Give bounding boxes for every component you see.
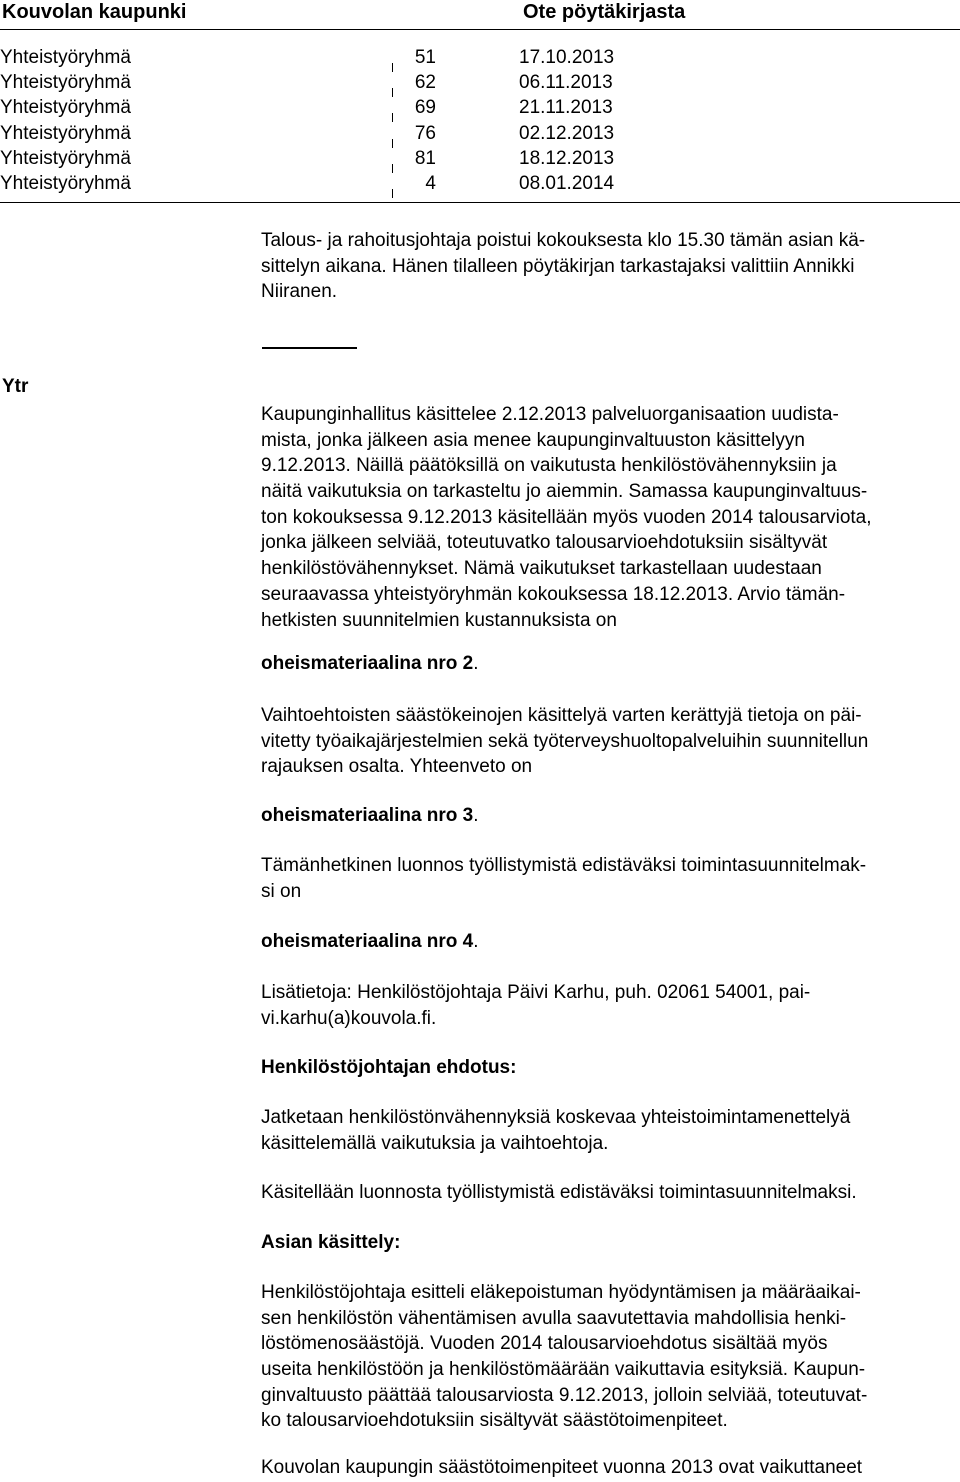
- attachment-2-label: oheismateriaalina nro 2: [261, 653, 474, 674]
- meeting-row: [0, 70, 960, 95]
- header-rule: [0, 29, 960, 30]
- text-line: käsittelemällä vaikutuksia ja vaihtoehtoja.: [261, 1132, 609, 1154]
- text-line: sittelyn aikana. Hänen tilalleen pöytäkirjan tarkastajaksi valittiin Annikki: [261, 255, 855, 277]
- text-line: ton kokouksessa 9.12.2013 käsitellään myös vuoden 2014 talousarviota,: [261, 506, 872, 528]
- final-line: Kouvolan kaupungin säästötoimenpiteet vuonna 2013 ovat vaikuttaneet: [261, 1457, 863, 1478]
- meeting-date: 21.11.2013: [519, 97, 613, 119]
- organization-name: Kouvolan kaupunki: [2, 1, 187, 23]
- text-line: näitä vaikutuksia on tarkasteltu jo aiemmin. Samassa kaupunginvaltuus-: [261, 481, 868, 503]
- meeting-date: 06.11.2013: [519, 72, 613, 94]
- attachment-4-label: oheismateriaalina nro 4: [261, 931, 474, 952]
- handling-text: [261, 1280, 960, 1434]
- recusal-note: [261, 228, 960, 305]
- text-line: Käsitellään luonnosta työllistymistä edistäväksi toimintasuunnitelmaksi.: [261, 1182, 857, 1203]
- meeting-body: Yhteistyöryhmä: [0, 122, 131, 144]
- meeting-row: [0, 146, 960, 171]
- section-tick: [392, 139, 393, 148]
- text-line: si on: [261, 880, 302, 902]
- text-line: Tämänhetkinen luonnos työllistymistä edistäväksi toimintasuunnitelmak-: [261, 855, 867, 876]
- text-line: seuraavassa yhteistyöryhmän kokouksessa 18.12.2013. Arvio tämän-: [261, 583, 846, 605]
- text-line: useita henkilöstöön ja henkilöstömäärään vaikuttavia esityksiä. Kaupun-: [261, 1359, 866, 1381]
- text-line: löstömenosäästöjä. Vuoden 2014 talousarvioehdotus sisältää myös: [261, 1333, 828, 1355]
- text-line: Jatketaan henkilöstönvähennyksiä koskevaa yhteistoimintamenettelyä: [261, 1107, 851, 1128]
- text-line: hetkisten suunnitelmien kustannuksista on: [261, 609, 617, 631]
- text-line: 9.12.2013. Näillä päätöksillä on vaikutusta henkilöstövähennyksiin ja: [261, 455, 837, 477]
- section-tick: [392, 164, 393, 173]
- agenda-side-label: Ytr: [2, 376, 29, 397]
- attachment-2: [261, 651, 960, 677]
- background-paragraph: [261, 402, 960, 633]
- savings-paragraph: [261, 703, 960, 780]
- meeting-body: Yhteistyöryhmä: [0, 97, 131, 119]
- text-line: Kaupunginhallitus käsittelee 2.12.2013 palveluorganisaation uudista-: [261, 404, 839, 425]
- attachment-3-label: oheismateriaalina nro 3: [261, 805, 474, 826]
- meeting-date: 17.10.2013: [519, 47, 615, 68]
- meeting-date: 18.12.2013: [519, 147, 615, 169]
- meeting-row: [0, 95, 960, 120]
- document-type: Ote pöytäkirjasta: [523, 1, 686, 23]
- text-line: Henkilöstöjohtaja esitteli eläkepoistuman hyödyntämisen ja määräaikai-: [261, 1282, 861, 1303]
- text-line: mista, jonka jälkeen asia menee kaupunginvaltuuston käsittelyyn: [261, 429, 805, 451]
- meeting-section: 76: [414, 122, 436, 144]
- meeting-date: 08.01.2014: [519, 173, 615, 194]
- text-line: jonka jälkeen selviää, toteutuvatko talousarvioehdotuksiin sisältyvät: [261, 532, 828, 554]
- contact-info: [261, 980, 960, 1031]
- meeting-section: 69: [414, 97, 436, 119]
- text-line: vi.karhu(a)kouvola.fi.: [261, 1007, 437, 1029]
- proposal-text-1: [261, 1105, 960, 1156]
- meeting-section: 62: [414, 72, 436, 94]
- meeting-list-rule: [0, 202, 960, 203]
- text-line: ko talousarvioehdotuksiin sisältyvät säästötoimenpiteet.: [261, 1410, 728, 1432]
- handling-heading: Asian käsittely:: [261, 1232, 401, 1253]
- text-line: henkilöstövähennykset. Nämä vaikutukset tarkastellaan uudestaan: [261, 558, 822, 580]
- text-line: Vaihtoehtoisten säästökeinojen käsittelyä varten kerättyjä tietoja on päi-: [261, 705, 862, 726]
- meeting-date: 02.12.2013: [519, 122, 615, 144]
- attachment-4: [261, 929, 960, 955]
- meeting-row: [0, 121, 960, 146]
- text-line: ginvaltuusto päättää talousarviosta 9.12.2013, jolloin selviää, toteutuvat-: [261, 1384, 868, 1406]
- attachment-3: [261, 803, 960, 829]
- meeting-row: [0, 171, 960, 196]
- meeting-section: 4: [425, 173, 436, 194]
- attachment-2-period: .: [473, 653, 479, 674]
- proposal-text-2: [261, 1180, 960, 1206]
- meeting-section: 51: [414, 47, 436, 68]
- meeting-body: Yhteistyöryhmä: [0, 47, 131, 68]
- attachment-3-period: .: [473, 805, 479, 826]
- meeting-body: Yhteistyöryhmä: [0, 72, 131, 94]
- text-line: sen henkilöstön vähentämisen avulla saavutettavia mahdollisia henki-: [261, 1307, 847, 1329]
- employment-plan-paragraph: [261, 853, 960, 904]
- text-line: Niiranen.: [261, 281, 338, 303]
- meeting-section: 81: [414, 147, 436, 169]
- section-tick: [392, 113, 393, 122]
- text-line: Talous- ja rahoitusjohtaja poistui kokouksesta klo 15.30 tämän asian kä-: [261, 230, 866, 251]
- separator-line: [262, 347, 357, 349]
- text-line: rajauksen osalta. Yhteenveto on: [261, 756, 533, 778]
- meeting-body: Yhteistyöryhmä: [0, 147, 131, 169]
- text-line: Lisätietoja: Henkilöstöjohtaja Päivi Karhu, puh. 02061 54001, pai-: [261, 982, 811, 1003]
- meeting-body: Yhteistyöryhmä: [0, 173, 131, 194]
- section-tick: [392, 63, 393, 72]
- meeting-row: [0, 45, 960, 70]
- section-tick: [392, 189, 393, 198]
- text-line: vitetty työaikajärjestelmien sekä työterveyshuoltopalveluihin suunnitellun: [261, 730, 869, 752]
- attachment-4-period: .: [473, 931, 479, 952]
- section-tick: [392, 88, 393, 97]
- proposal-heading: Henkilöstöjohtajan ehdotus:: [261, 1057, 517, 1078]
